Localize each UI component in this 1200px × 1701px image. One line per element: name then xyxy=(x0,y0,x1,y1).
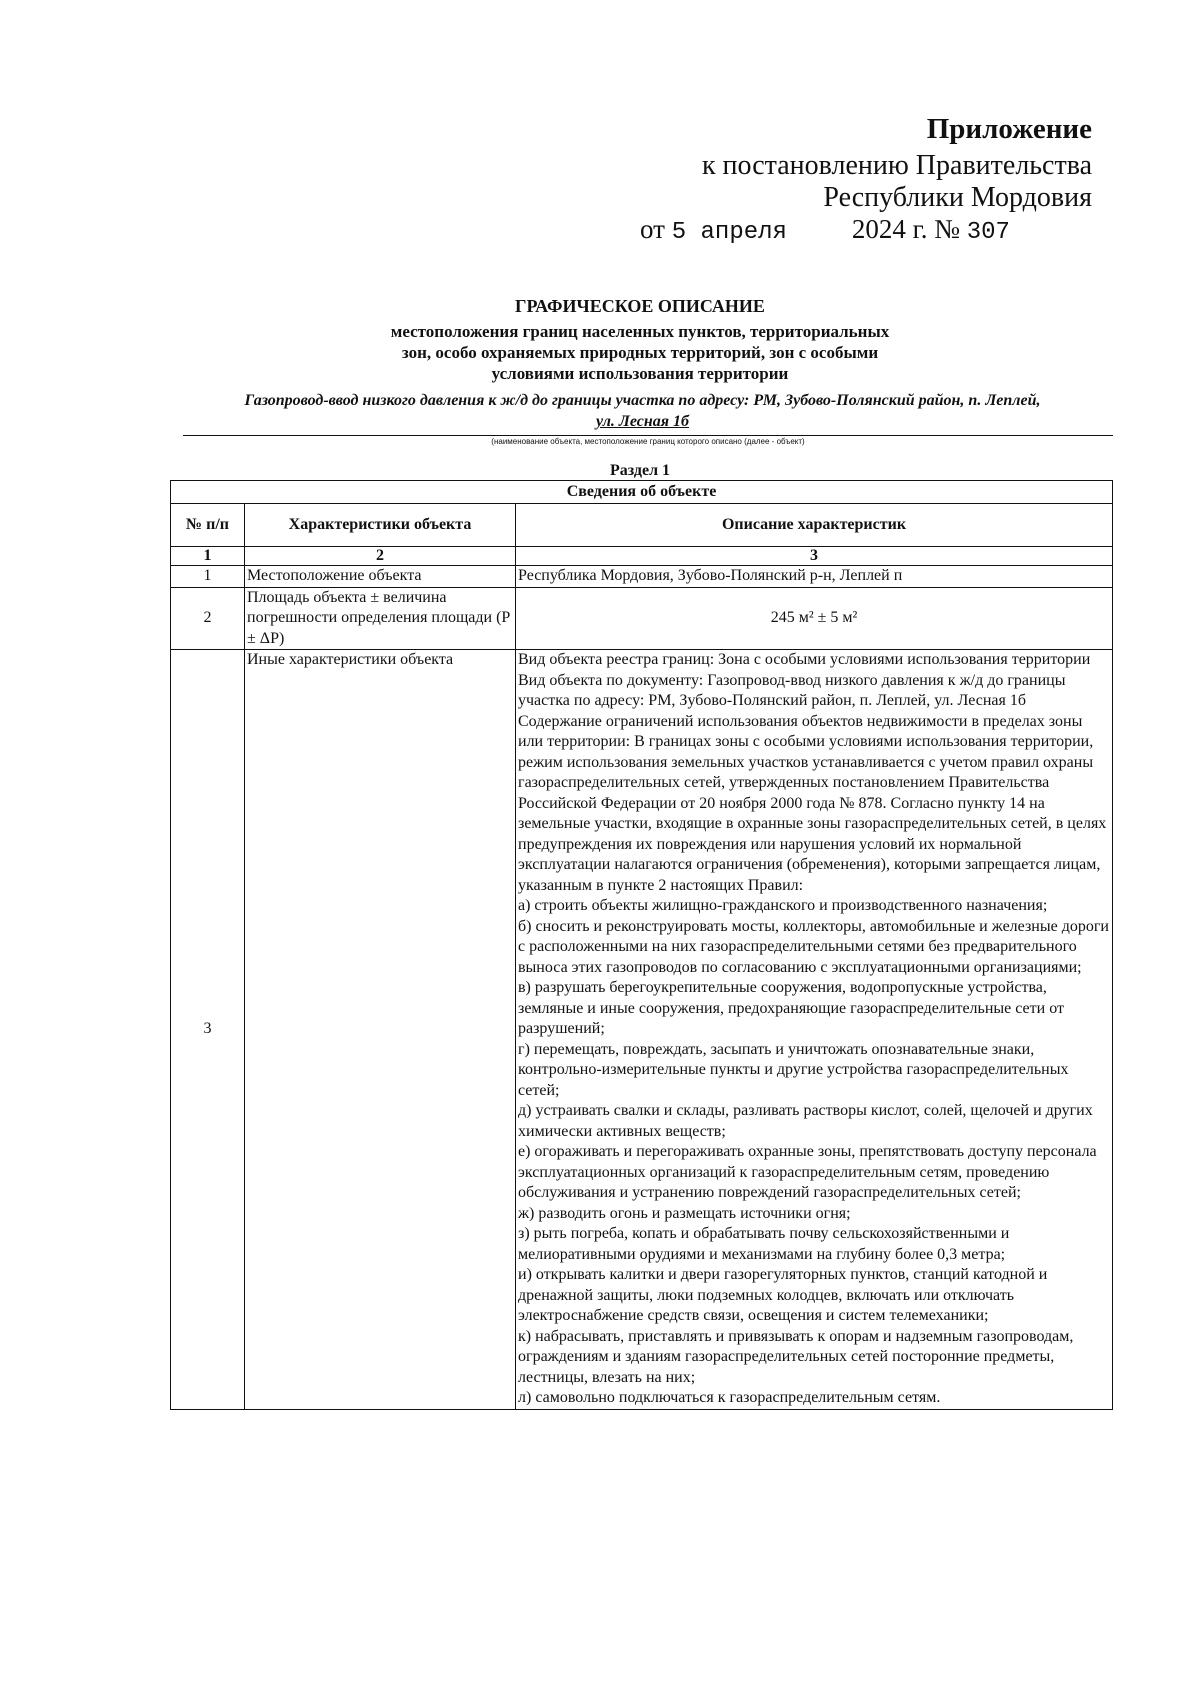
object-name-line-2: ул. Лесная 1б xyxy=(596,413,689,430)
column-header-characteristic: Характеристики объекта xyxy=(245,504,516,547)
object-info-table xyxy=(170,480,1113,1410)
restriction-item: к) набрасывать, приставлять и привязывать к опорам и надземным газопроводам, ограждениям и зданиям газораспределительных сетей посторонние предметы, лестницы, влезать на них; xyxy=(518,1327,1074,1386)
document-title: ГРАФИЧЕСКОЕ ОПИСАНИЕ xyxy=(515,296,765,316)
object-underline xyxy=(183,435,1113,436)
subtitle-line: зон, особо охраняемых природных территорий, зон с особыми xyxy=(401,343,879,362)
row-characteristic: Местоположение объекта xyxy=(245,566,516,588)
table-header-row xyxy=(171,504,1113,547)
object-caption: (наименование объекта, местоположение границ которого описано (далее - объект) xyxy=(491,437,805,446)
date-prefix: от xyxy=(640,214,672,244)
restriction-item: ж) разводить огонь и размещать источники огня; xyxy=(518,1204,851,1222)
restriction-item: б) сносить и реконструировать мосты, коллекторы, автомобильные и железные дороги с расположенными на них газораспределительными сетями без предварительного выноса этих газопроводов по согласованию с эксплуатационными организациями; xyxy=(518,917,1109,976)
column-header-description: Описание характеристик xyxy=(516,504,1113,547)
subtitle-line: условиями использования территории xyxy=(491,364,789,383)
restriction-paragraph: Вид объекта по документу: Газопровод-ввод низкого давления к ж/д до границы участка по адресу: РМ, Зубово-Полянский район, п. Леплей, ул. Лесная 1б xyxy=(518,671,1066,709)
column-number: 1 xyxy=(171,547,245,566)
table-row xyxy=(171,566,1113,588)
row-number: 1 xyxy=(171,566,245,588)
row-number: 3 xyxy=(171,650,245,1410)
restriction-item: д) устраивать свалки и склады, разливать растворы кислот, солей, щелочей и других химически активных веществ; xyxy=(518,1102,1093,1140)
column-header-number: № п/п xyxy=(171,504,245,547)
row-characteristic: Площадь объекта ± величина погрешности определения площади (P ± ΔP) xyxy=(245,587,516,650)
restriction-item: в) разрушать берегоукрепительные сооружения, водопропускные устройства, земляные и иные сооружения, предохраняющие газораспределительные сети от разрушений; xyxy=(518,979,1064,1037)
restriction-item: г) перемещать, повреждать, засыпать и уничтожать опознавательные знаки, контрольно-измерительные пункты и другие устройства газораспределительных сетей; xyxy=(518,1040,1069,1099)
restriction-item: з) рыть погреба, копать и обрабатывать почву сельскохозяйственными и мелиоративными орудиями и механизмами на глубину более 0,3 метра; xyxy=(518,1225,1010,1263)
appendix-title: Приложение xyxy=(926,113,1092,145)
table-row xyxy=(171,587,1113,650)
restriction-item: е) огораживать и перегораживать охранные зоны, препятствовать доступу персонала эксплуатационных организаций к газораспределительным сетям, проведению обслуживания и устранению повреждений газораспределительных сетей; xyxy=(518,1143,1097,1201)
row-characteristic: Иные характеристики объекта xyxy=(245,650,516,1410)
table-row xyxy=(171,650,1113,1410)
section-label: Раздел 1 xyxy=(609,462,671,479)
appendix-line-1: к постановлению Правительства xyxy=(701,150,1092,181)
restriction-item: и) открывать калитки и двери газорегуляторных пунктов, станций катодной и дренажной защиты, люки подземных колодцев, включать или отключать электроснабжение средств связи, освещения и систем телемеханики; xyxy=(518,1266,1048,1324)
column-number-row xyxy=(171,547,1113,566)
restriction-item: а) строить объекты жилищно-гражданского и производственного назначения; xyxy=(518,897,1048,914)
row-number: 2 xyxy=(171,587,245,650)
object-name xyxy=(170,390,1115,432)
appendix-date xyxy=(640,214,1010,246)
date-year: 2024 г. № xyxy=(851,214,967,244)
subtitle-line: местоположения границ населенных пунктов, территориальных xyxy=(390,322,890,341)
appendix-line-2: Республики Мордовия xyxy=(823,182,1092,213)
date-day-month: 5 апреля xyxy=(671,219,787,246)
object-name-line-1: Газопровод-ввод низкого давления к ж/д до границы участка по адресу: РМ, Зубово-Полянский район, п. Леплей, xyxy=(244,392,1041,409)
restriction-paragraph: Содержание ограничений использования объектов недвижимости в пределах зоны или территории: В границах зоны с особыми условиями использования территории, режим использования земельных участков устанавливается с учетом правил охраны газораспределительных сетей, утвержденных постановлением Правительства Российской Федерации от 20 ноября 2000 года № 878. Согласно пункту 14 на земельные участки, входящие в охранные зоны газораспределительных сетей, в целях предупреждения их повреждения или нарушения условий их нормальной эксплуатации налагаются ограничения (обременения), которыми запрещается лицам, указанным в пункте 2 настоящих Правил: xyxy=(518,712,1107,894)
restriction-paragraph: Вид объекта реестра границ: Зона с особыми условиями использования территории xyxy=(518,651,1091,668)
row-description: Республика Мордовия, Зубово-Полянский р-н, Леплей п xyxy=(516,566,1113,588)
table-caption-row xyxy=(171,481,1113,504)
row-description: 245 м² ± 5 м² xyxy=(516,587,1113,650)
column-number: 3 xyxy=(516,547,1113,566)
document-number: 307 xyxy=(966,219,1010,246)
row-description xyxy=(516,650,1113,1410)
column-number: 2 xyxy=(245,547,516,566)
table-caption: Сведения об объекте xyxy=(171,481,1113,504)
document-subtitle xyxy=(170,321,1110,384)
restriction-item: л) самовольно подключаться к газораспределительным сетям. xyxy=(518,1389,941,1406)
